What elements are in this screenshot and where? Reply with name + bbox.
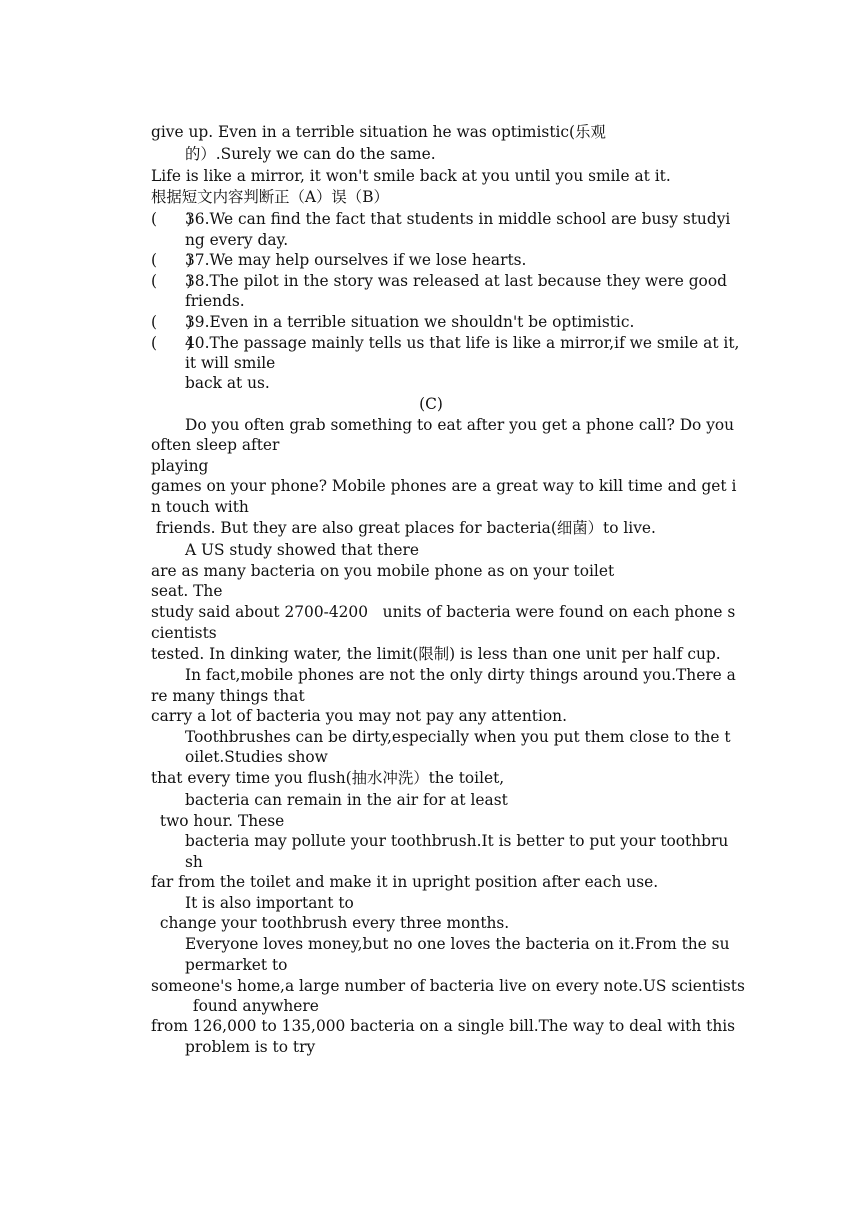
passage-line: It is also important to (185, 894, 354, 912)
passage-line: that every time you flush(抽水冲洗）the toilet, (151, 769, 505, 787)
passage-line: far from the toilet and make it in upright position after each use. (151, 873, 659, 891)
passage-line: carry a lot of bacteria you may not pay any attention. (151, 707, 567, 725)
passage-line: Life is like a mirror, it won't smile back at you until you smile at it. (151, 167, 671, 185)
passage-line: 的）.Surely we can do the same. (185, 145, 436, 163)
passage-line: n touch with (151, 498, 249, 516)
passage-line: oilet.Studies show (185, 748, 328, 766)
passage-line: sh (185, 853, 203, 871)
passage-line: Do you often grab something to eat after you get a phone call? Do you (185, 416, 735, 434)
passage-line: problem is to try (185, 1038, 316, 1056)
passage-line: playing (151, 457, 209, 475)
passage-line: In fact,mobile phones are not the only dirty things around you.There a (185, 666, 736, 684)
passage-line: bacteria can remain in the air for at least (185, 791, 508, 809)
passage-line: permarket to (185, 956, 288, 974)
passage-line: cientists (151, 624, 217, 642)
question-40: 40.The passage mainly tells us that life is like a mirror,if we smile at it, (185, 334, 740, 352)
answer-blank: ( ) (151, 251, 193, 269)
passage-line: study said about 2700-4200 units of bacteria were found on each phone s (151, 603, 736, 621)
question-38-cont: friends. (185, 292, 245, 310)
question-40-cont: it will smile (185, 354, 276, 372)
answer-blank: ( ) (151, 334, 193, 352)
question-36: 36.We can find the fact that students in middle school are busy studyi (185, 210, 731, 228)
passage-line: often sleep after (151, 436, 280, 454)
question-38: 38.The pilot in the story was released at last because they were good (185, 272, 727, 290)
passage-line: found anywhere (188, 997, 319, 1015)
passage-line: from 126,000 to 135,000 bacteria on a single bill.The way to deal with this (151, 1017, 736, 1035)
answer-blank: ( ) (151, 272, 193, 290)
passage-line: change your toothbrush every three months. (155, 914, 510, 932)
passage-line: seat. The (151, 582, 223, 600)
passage-line: friends. But they are also great places for bacteria(细菌）to live. (151, 519, 656, 537)
question-36-cont: ng every day. (185, 231, 289, 249)
answer-blank: ( ) (151, 313, 193, 331)
passage-line: two hour. These (155, 812, 285, 830)
passage-line: games on your phone? Mobile phones are a great way to kill time and get i (151, 477, 737, 495)
passage-line: Everyone loves money,but no one loves the bacteria on it.From the su (185, 935, 730, 953)
question-40-cont: back at us. (185, 374, 270, 392)
passage-line: re many things that (151, 687, 305, 705)
answer-blank: ( ) (151, 210, 193, 228)
question-instructions: 根据短文内容判断正（A）误（B） (151, 188, 389, 206)
passage-line: are as many bacteria on you mobile phone as on your toilet (151, 562, 615, 580)
passage-line: A US study showed that there (185, 541, 419, 559)
question-39: 39.Even in a terrible situation we shouldn't be optimistic. (185, 313, 635, 331)
section-heading: (C) (419, 395, 443, 413)
passage-line: Toothbrushes can be dirty,especially when you put them close to the t (185, 728, 731, 746)
passage-line: give up. Even in a terrible situation he was optimistic(乐观 (151, 123, 606, 141)
passage-line: someone's home,a large number of bacteria live on every note.US scientists (151, 977, 745, 995)
question-37: 37.We may help ourselves if we lose hearts. (185, 251, 527, 269)
passage-line: bacteria may pollute your toothbrush.It is better to put your toothbru (185, 832, 729, 850)
passage-line: tested. In dinking water, the limit(限制) is less than one unit per half cup. (151, 645, 721, 663)
